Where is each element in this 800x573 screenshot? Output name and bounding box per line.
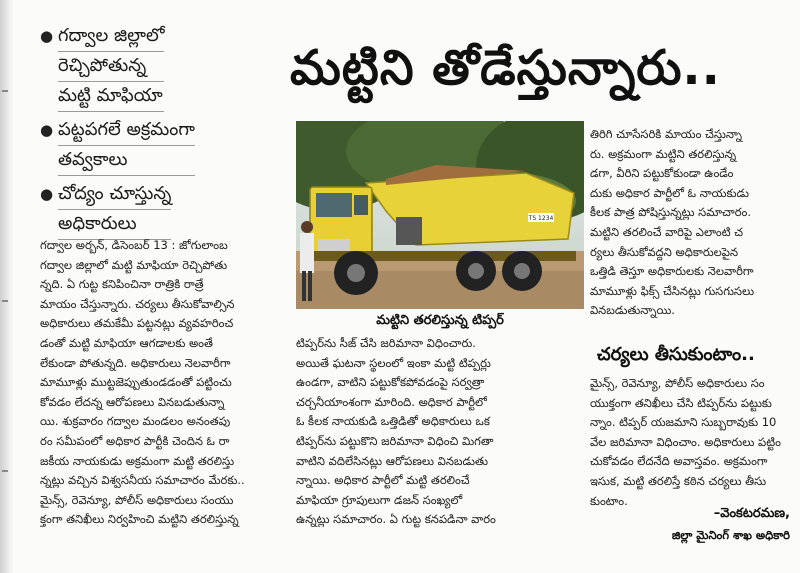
article-line: ఒత్తిడి తెస్తూ అధికారులకు నెలవారీగా <box>590 264 754 279</box>
article-line: టిప్పర్‌ను పట్టుకొని జరిమానా విధించి మిగతా <box>296 433 494 448</box>
article-line: వేల జరిమానా విధించాం. అధికారులు పట్టిం <box>590 434 781 449</box>
article-column-3 <box>590 125 790 321</box>
article-line: అధికారులు తమకేమీ పట్టనట్లు వ్యవహరించ <box>40 316 234 331</box>
article-line: కీలక పాత్ర పోషిస్తున్నట్లు సమాచారం. <box>590 205 752 220</box>
license-plate: TS 1234 <box>528 215 554 222</box>
article-line: మైన్స్, రెవెన్యూ, పోలీస్ అధికారులు సం <box>590 376 765 390</box>
article-line: యి. శుక్రవారం గద్వాల మండలం అనంతపు <box>40 414 231 429</box>
article-line: చుకోవడం లేదనేది అవాస్తవం. అక్రమంగా <box>590 454 768 469</box>
article-line: దుకు అధికార పార్టీలో ఓ నాయకుడు <box>590 185 749 200</box>
article-line: ఓ కీలక నాయకుడి ఒత్తిడితో అధికారులు ఒక <box>296 414 490 429</box>
article-line: యుక్తంగా తనిఖీలు చేసి టిప్పర్‌ను పట్టుకు <box>590 395 772 410</box>
quote-signature: –వెంకటరమణ, <box>713 506 790 521</box>
article-line: మామూళ్లు ముట్టజెప్పుతుండడంతో పట్టించు <box>40 375 232 390</box>
article-line: డగా, వీరిని పట్టుకోకుండా ఉండేం <box>590 166 734 181</box>
subheading: చర్యలు తీసుకుంటాం.. <box>597 344 755 365</box>
highlight-line: రెచ్చిపోతున్న <box>58 52 164 82</box>
article-line: డంతో మట్టి మాఫియా ఆగడాలకు అంతే <box>40 335 213 350</box>
article-line: అయితే ఘటనా స్థలంలో ఇంకా మట్టి టిప్పర్లు <box>296 355 491 370</box>
highlight-line: పట్టపగలే అక్రమంగా <box>58 116 195 146</box>
highlight-line: మట్టి మాఫియా <box>58 82 164 112</box>
highlight-item <box>40 180 280 240</box>
page-fold-edge <box>0 0 14 573</box>
article-line: రం సమీపంలో అధికార పార్టీకి చెందిన ఓ రా <box>40 433 230 448</box>
edge-mark <box>2 300 8 302</box>
article-line: మైన్స్, రెవెన్యూ, పోలీస్ అధికారులు సంయు <box>40 492 234 507</box>
highlight-line: గద్వాల జిల్లాలో <box>58 22 164 52</box>
highlight-line: చోద్యం చూస్తున్న <box>58 180 171 210</box>
bullet-icon: ● <box>40 27 54 45</box>
article-line: మాయం చేస్తున్నారు. చర్యలు తీసుకోవాల్సిన <box>40 296 235 311</box>
highlight-item <box>40 116 280 176</box>
highlights-list <box>40 22 280 244</box>
article-line: చర్చనీయాంశంగా మారింది. అధికార పార్టీలో <box>296 394 487 409</box>
headline: మట్టిని తోడేస్తున్నారు.. <box>290 40 721 96</box>
article-line: కోవడం లేదన్న ఆరోపణలు వినబడుతున్నా <box>40 394 225 409</box>
article-column-2 <box>296 334 584 530</box>
bullet-icon: ● <box>40 121 54 139</box>
article-line: టిప్పర్‌ను సీజ్ చేసి జరిమానా విధించారు. <box>296 336 476 350</box>
article-line: తిరిగి చూసేసరికి మాయం చేస్తున్నా <box>590 127 743 141</box>
article-line: మాఫియా గ్రూపులుగా డజన్ సంఖ్యలో <box>296 492 463 507</box>
article-column-1 <box>40 236 284 530</box>
article-line: గద్వాల అర్బన్, డిసెంబర్ 13 : జోగులాంబ <box>40 238 228 252</box>
article-line: కుంటాం. <box>590 493 628 508</box>
official-quote-column <box>590 374 790 511</box>
article-line: న్నాం. టిప్పర్ యజమాని సుబ్బరావుకు 10 <box>590 415 777 430</box>
article-line: వినబడుతున్నాయి. <box>590 303 675 318</box>
tipper-truck-photo <box>296 121 584 309</box>
article-line: ర్యలు తీసుకోవద్దని అధికారులపైన <box>590 244 739 259</box>
article-line: ఉండగా, వాటిని పట్టుకోకపోవడంపై సర్వత్రా <box>296 375 485 390</box>
article-line: మామూళ్లు ఫిక్స్ చేసినట్లు గుసగుసలు <box>590 283 755 298</box>
highlight-line: అధికారులు <box>58 210 171 240</box>
signature-title: జిల్లా మైనింగ్ శాఖ అధికారి <box>671 528 790 542</box>
article-line: గద్వాల జిల్లాలో మట్టి మాఫియా రెచ్చిపోతు <box>40 257 228 272</box>
edge-mark <box>2 470 8 472</box>
article-line: లేకుండా పోతున్నది. అధికారులు నెలవారీగా <box>40 355 231 370</box>
article-line: న్నట్లు వచ్చిన విశ్వసనీయ సమాచారం మేరకు.. <box>40 473 245 488</box>
bullet-icon: ● <box>40 185 54 203</box>
article-line: ఇసుక, మట్టి తరలిస్తే కఠిన చర్యలు తీసు <box>590 473 767 488</box>
article-line: న్నది. ఏ గుట్ట కనిపించినా రాత్రికి రాత్రే <box>40 277 204 292</box>
article-line: మట్టిని తరలించే వారిపై ఎలాంటి చ <box>590 224 744 239</box>
edge-mark <box>2 90 8 92</box>
photo-caption: మట్టిని తరలిస్తున్న టిప్పర్ <box>376 313 504 328</box>
article-line: రు. అక్రమంగా మట్టిని తరలిస్తున్న <box>590 146 737 161</box>
article-line: జకీయ నాయకుడు అక్రమంగా మట్టి తరలిస్తు <box>40 453 235 468</box>
highlight-item <box>40 22 280 112</box>
article-line: క్తంగా తనిఖీలు నిర్వహించి మట్టిని తరలిస్తున్న <box>40 512 239 527</box>
photo-illustration <box>296 121 584 309</box>
article-line: ఉన్నట్లు సమాచారం. ఏ గుట్ట కనపడినా వారం <box>296 512 496 527</box>
article-line: న్నాయి. అధికార పార్టీలో మట్టి తరలించే <box>296 473 470 488</box>
article-line: వాటిని వదిలేసినట్లు ఆరోపణలు వినబడుతు <box>296 453 488 468</box>
highlight-line: తవ్వకాలు <box>58 146 195 176</box>
